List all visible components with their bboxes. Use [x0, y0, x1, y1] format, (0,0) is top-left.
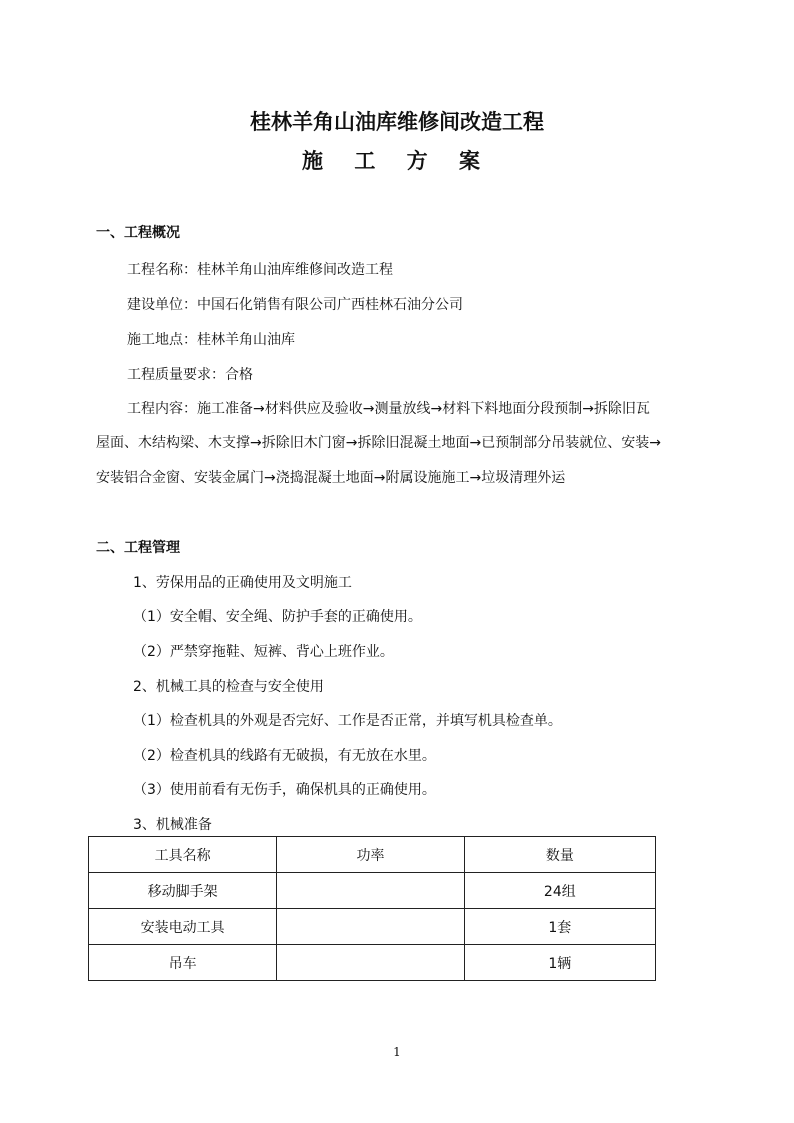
table-header-cell: 数量 — [464, 837, 655, 873]
project-quality: 工程质量要求：合格 — [127, 367, 253, 383]
table-row — [89, 945, 656, 981]
section-heading-overview: 一、工程概况 — [96, 225, 180, 241]
table-cell — [277, 945, 464, 981]
list-item: （2）严禁穿拖鞋、短裤、背心上班作业。 — [133, 644, 394, 660]
project-content-line3: 安装铝合金窗、安装金属门→浇捣混凝土地面→附属设施施工→垃圾清理外运 — [96, 470, 566, 486]
section-heading-management: 二、工程管理 — [96, 540, 180, 556]
table-cell — [277, 909, 464, 945]
table-header-cell: 功率 — [277, 837, 464, 873]
table-row — [89, 873, 656, 909]
table-header-cell: 工具名称 — [89, 837, 277, 873]
table-cell: 24组 — [464, 873, 655, 909]
document-subtitle: 施 工 方 案 — [302, 148, 492, 173]
page-number: 1 — [393, 1045, 401, 1059]
table-cell: 1辆 — [464, 945, 655, 981]
list-item: 1、劳保用品的正确使用及文明施工 — [133, 575, 352, 591]
list-item: （3）使用前看有无伤手，确保机具的正确使用。 — [133, 782, 436, 798]
list-item: 3、机械准备 — [133, 817, 212, 833]
list-item: （1）安全帽、安全绳、防护手套的正确使用。 — [133, 609, 422, 625]
document-title: 桂林羊角山油库维修间改造工程 — [250, 109, 544, 134]
project-content-line1: 工程内容：施工准备→材料供应及验收→测量放线→材料下料地面分段预制→拆除旧瓦 — [127, 401, 650, 417]
project-content-line2: 屋面、木结构梁、木支撑→拆除旧木门窗→拆除旧混凝土地面→已预制部分吊装就位、安装→ — [96, 435, 661, 451]
list-item: （2）检查机具的线路有无破损，有无放在水里。 — [133, 748, 436, 764]
table-cell: 1套 — [464, 909, 655, 945]
equipment-table — [88, 836, 656, 981]
project-site: 施工地点：桂林羊角山油库 — [127, 332, 295, 348]
table-header-row — [89, 837, 656, 873]
list-item: （1）检查机具的外观是否完好、工作是否正常，并填写机具检查单。 — [133, 713, 562, 729]
table-cell: 移动脚手架 — [89, 873, 277, 909]
project-name: 工程名称：桂林羊角山油库维修间改造工程 — [127, 262, 393, 278]
table-cell: 安装电动工具 — [89, 909, 277, 945]
table-cell — [277, 873, 464, 909]
table-cell: 吊车 — [89, 945, 277, 981]
table-row — [89, 909, 656, 945]
project-owner: 建设单位：中国石化销售有限公司广西桂林石油分公司 — [127, 297, 463, 313]
list-item: 2、机械工具的检查与安全使用 — [133, 679, 324, 695]
